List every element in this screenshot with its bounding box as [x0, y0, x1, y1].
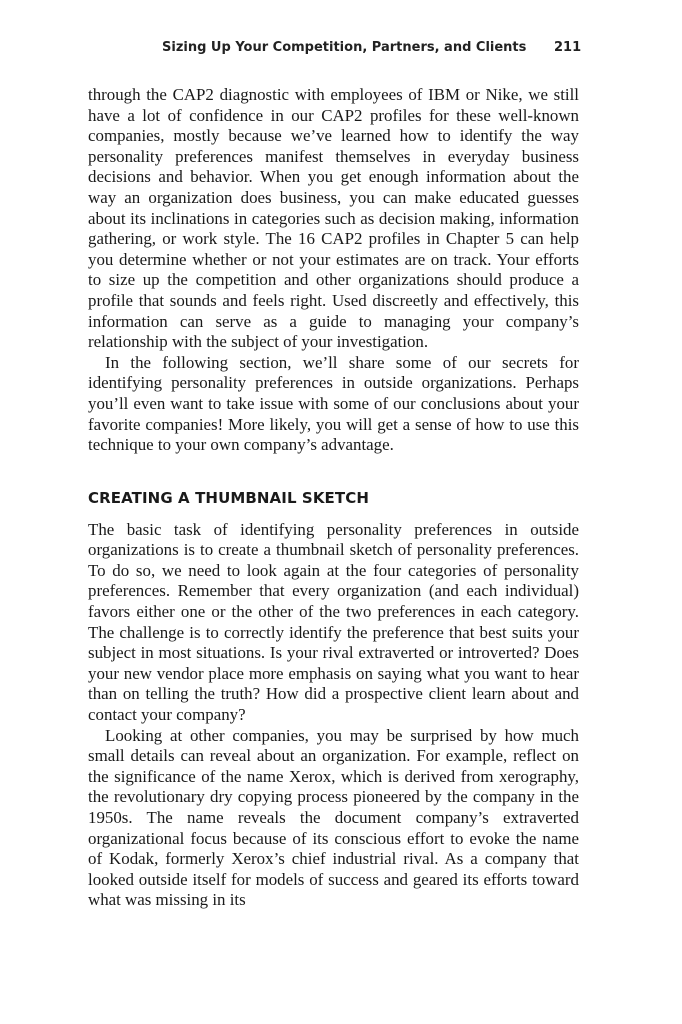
section-heading: CREATING A THUMBNAIL SKETCH — [88, 488, 369, 507]
running-head-title: Sizing Up Your Competition, Partners, and Clients — [162, 40, 527, 55]
paragraph-continued: through the CAP2 diagnostic with employees of IBM or Nike, we still have a lot of confidence in our CAP2 profiles for these well-known companies, mostly because we’ve learned how to identify the way personality preferences manifest themselves in everyday business decisions and behavior. When you get enough information about the way an organization does business, you can make educated guesses about its inclinations in categories such as decision making, information gathering, or work style. The 16 CAP2 profiles in Chapter 5 can help you determine whether or not your estimates are on track. Your efforts to size up the competition and other organizations should produce a profile that sounds and feels right. Used discreetly and effectively, this information can serve as a guide to managing your company’s relationship with the subject of your investigation. — [88, 85, 579, 352]
body-text — [88, 85, 579, 911]
paragraph: In the following section, we’ll share some of our secrets for identifying personality preferences in outside organizations. Perhaps you’ll even want to take issue with some of our conclusions about your favorite companies! More likely, you will get a sense of how to use this technique to your own company’s advantage. — [88, 352, 579, 455]
paragraph: Looking at other companies, you may be surprised by how much small details can reveal about an organization. For example, reflect on the significance of the name Xerox, which is derived from xerography, the revolutionary dry copying process pioneered by the company in the 1950s. The name reveals the document company’s extraverted organizational focus because of its conscious effort to evoke the name of Kodak, formerly Xerox’s chief industrial rival. As a company that looked outside itself for models of success and geared its efforts toward what was missing in its — [88, 725, 579, 910]
paragraph: The basic task of identifying personality preferences in outside organizations is to create a thumbnail sketch of personality preferences. To do so, we need to look again at the four categories of personality preferences. Remember that every organization (and each individual) favors either one or the other of the two preferences in each category. The challenge is to correctly identify the preference that best suits your subject in most situations. Is your rival extraverted or introverted? Does your new vendor place more emphasis on saying what you want to hear than on telling the truth? How did a prospective client learn about and contact your company? — [88, 519, 579, 725]
page-number: 211 — [554, 40, 582, 55]
